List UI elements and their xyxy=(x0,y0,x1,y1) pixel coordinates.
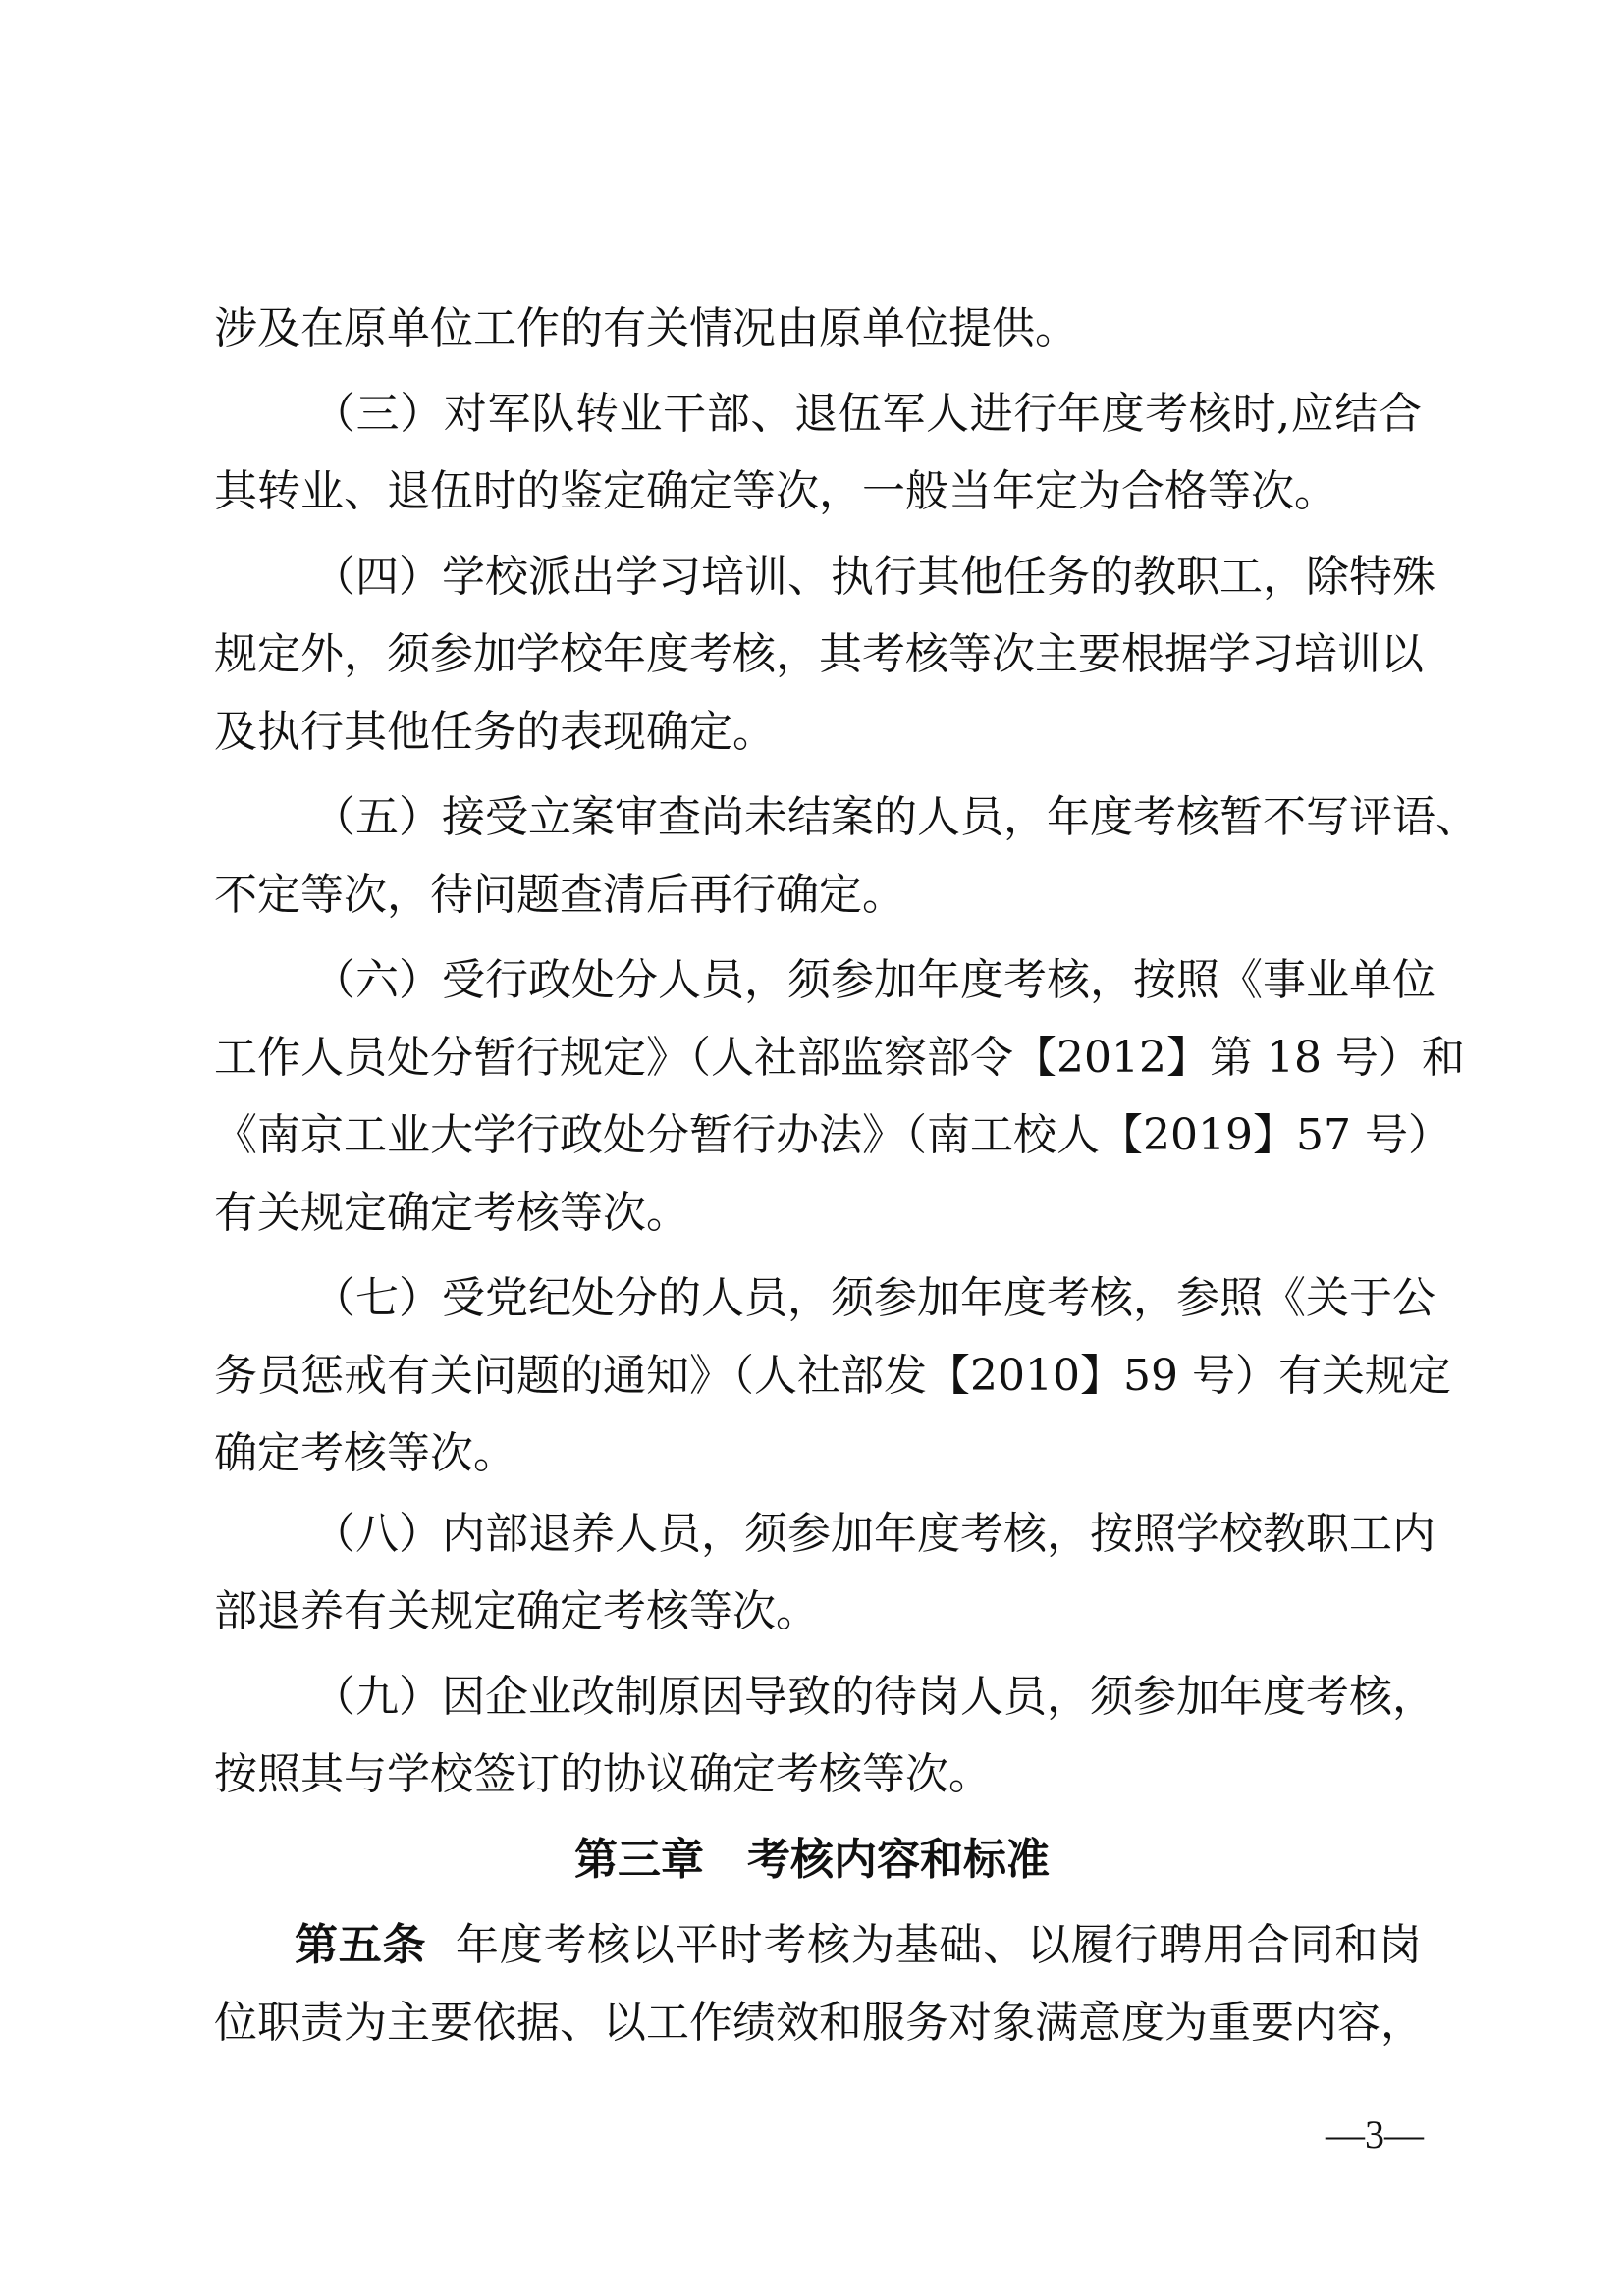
text-line: （九）因企业改制原因导致的待岗人员，须参加年度考核， xyxy=(312,1672,1435,1722)
text-line: （四）学校派出学习培训、执行其他任务的教职工，除特殊 xyxy=(312,552,1435,602)
page-number: —3— xyxy=(1326,2112,1424,2157)
article-text: 年度考核以平时考核为基础、以履行聘用合同和岗 xyxy=(455,1920,1422,1970)
article-first-line xyxy=(295,1916,1422,1975)
text-line: 按照其与学校签订的协议确定考核等次。 xyxy=(214,1749,992,1799)
text-line: （八）内部退养人员，须参加年度考核，按照学校教职工内 xyxy=(312,1509,1435,1559)
text-line: （三）对军队转业干部、退伍军人进行年度考核时,应结合 xyxy=(312,389,1422,439)
text-line: 《南京工业大学行政处分暂行办法》（南工校人【2019】57 号） xyxy=(214,1110,1451,1160)
text-line: 工作人员处分暂行规定》（人社部监察部令【2012】第 18 号）和 xyxy=(214,1033,1465,1083)
text-line: （五）接受立案审查尚未结案的人员，年度考核暂不写评语、 xyxy=(312,792,1479,842)
text-line: 不定等次，待问题查清后再行确定。 xyxy=(214,870,905,920)
text-line: 其转业、退伍时的鉴定确定等次，一般当年定为合格等次。 xyxy=(214,466,1337,516)
text-line: 部退养有关规定确定考核等次。 xyxy=(214,1586,819,1636)
article-text xyxy=(426,1920,456,1970)
text-line: 涉及在原单位工作的有关情况由原单位提供。 xyxy=(214,303,1078,353)
text-line: （六）受行政处分人员，须参加年度考核，按照《事业单位 xyxy=(312,955,1435,1005)
chapter-heading: 第三章 考核内容和标准 xyxy=(574,1835,1050,1885)
article-label: 第五条 xyxy=(295,1920,427,1970)
text-line: （七）受党纪处分的人员，须参加年度考核，参照《关于公 xyxy=(312,1273,1435,1323)
text-line: 务员惩戒有关问题的通知》（人社部发【2010】59 号）有关规定 xyxy=(214,1351,1451,1401)
text-line: 规定外，须参加学校年度考核，其考核等次主要根据学习培训以 xyxy=(214,629,1424,679)
text-line: 有关规定确定考核等次。 xyxy=(214,1188,689,1238)
text-line: 确定考核等次。 xyxy=(214,1428,516,1478)
text-line: 及执行其他任务的表现确定。 xyxy=(214,707,776,757)
text-line: 位职责为主要依据、以工作绩效和服务对象满意度为重要内容， xyxy=(214,1998,1424,2048)
